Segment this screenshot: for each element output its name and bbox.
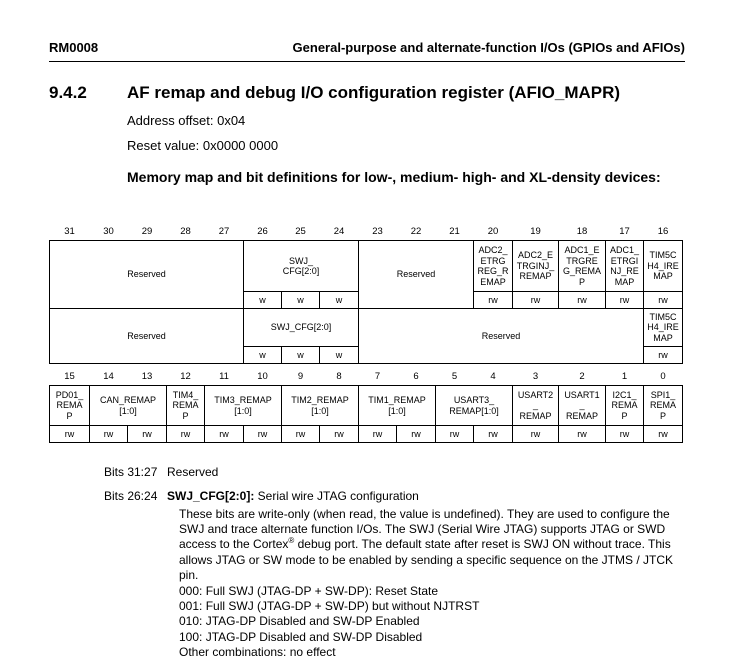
access-cell: rw — [559, 292, 606, 309]
adc1-etrgreg-remap-field: ADC1_E TRGRE G_REMA P — [559, 241, 606, 292]
bit-number: 15 — [64, 370, 75, 382]
tim2-remap-field: TIM2_REMAP [1:0] — [282, 386, 359, 426]
reset-value: Reset value: 0x0000 0000 — [127, 138, 279, 153]
tim5ch4-iremap-field: TIM5C H4_IRE MAP — [644, 241, 683, 292]
reserved-field: Reserved — [50, 309, 244, 364]
tim1-remap-field: TIM1_REMAP [1:0] — [359, 386, 436, 426]
adc2-etrgreg-remap-field: ADC2_ ETRG REG_R EMAP — [474, 241, 513, 292]
access-cell: rw — [513, 292, 559, 309]
access-cell: rw — [644, 292, 683, 309]
usart2-remap-field: USART2 _ REMAP — [513, 386, 559, 426]
doc-id: RM0008 — [49, 40, 99, 55]
access-cell: w — [282, 347, 320, 364]
swj-cfg-option: 001: Full SWJ (JTAG-DP + SW-DP) but without NJTRST — [179, 599, 480, 614]
access-cell: rw — [397, 426, 436, 443]
bit-number: 7 — [374, 370, 381, 382]
memory-map-subtitle: Memory map and bit definitions for low-, medium- high- and XL-density devices: — [127, 169, 661, 185]
i2c1-remap-field: I2C1_ REMA P — [606, 386, 644, 426]
section-number: 9.4.2 — [49, 83, 87, 102]
access-cell: w — [320, 347, 359, 364]
para-text: These bits are write-only (when read, the value is undefined). They are used to configure the SWJ and trace alternate function I/Os. The SWJ (Serial Wire JTAG) supports JTAG or SWD access to the Cortex — [179, 507, 670, 552]
swj-cfg-option: 010: JTAG-DP Disabled and SW-DP Enabled — [179, 614, 420, 629]
bit-number: 24 — [333, 225, 345, 237]
bit-number: 4 — [490, 370, 496, 382]
bits-31-27-desc: Reserved — [167, 465, 219, 479]
bit-number: 27 — [218, 225, 230, 237]
swj-cfg-description — [179, 507, 689, 660]
para-text: debug port. The default state after reset is SWJ ON without trace. This allows JTAG or SW mode to be enabled by sending a specific sequence on the JTMS / JTCK pin. — [179, 537, 674, 582]
bit-number: 3 — [532, 370, 539, 382]
access-cell: rw — [513, 426, 559, 443]
bit-number: 8 — [336, 370, 342, 382]
spi1-remap-field: SPI1_ REMA P — [644, 386, 683, 426]
access-cell: w — [244, 292, 282, 309]
bit-number: 18 — [576, 225, 588, 237]
access-cell: rw — [320, 426, 359, 443]
bit-number: 17 — [619, 225, 630, 237]
access-cell: rw — [644, 347, 683, 364]
swj-cfg-field: SWJ_CFG[2:0] — [244, 309, 359, 347]
bit-number: 19 — [530, 225, 541, 237]
access-cell: w — [244, 347, 282, 364]
bits-31-27-label: Bits 31:27 — [104, 465, 158, 479]
access-cell: w — [282, 292, 320, 309]
bit-number: 9 — [297, 370, 304, 382]
bit-number: 10 — [257, 370, 268, 382]
bit-number: 12 — [180, 370, 191, 382]
section-title: AF remap and debug I/O configuration register (AFIO_MAPR) — [127, 83, 621, 102]
access-cell: rw — [90, 426, 128, 443]
reserved-field: Reserved — [50, 241, 244, 309]
usart3-remap-field: USART3_ REMAP[1:0] — [436, 386, 513, 426]
access-cell: rw — [606, 426, 644, 443]
access-cell: rw — [205, 426, 244, 443]
swj-cfg-name: SWJ_CFG[2:0]: — [167, 489, 255, 503]
access-cell: rw — [436, 426, 474, 443]
header-rule — [49, 61, 685, 62]
bit-number: 29 — [141, 225, 153, 237]
usart1-remap-field: USART1 _ REMAP — [559, 386, 606, 426]
bits-26-24-heading — [167, 489, 419, 503]
bit-number: 2 — [579, 370, 585, 382]
adc2-etrginj-remap-field: ADC2_E TRGINJ_ REMAP — [513, 241, 559, 292]
access-cell: w — [320, 292, 359, 309]
bit-number: 0 — [660, 370, 666, 382]
bit-number: 11 — [219, 370, 229, 382]
pd01-remap-field: PD01_ REMA P — [50, 386, 90, 426]
access-cell: rw — [244, 426, 282, 443]
swj-cfg-title: Serial wire JTAG configuration — [254, 489, 419, 503]
access-cell: rw — [282, 426, 320, 443]
reserved-field: Reserved — [359, 241, 474, 309]
register-table-lower — [49, 369, 683, 443]
bit-number: 31 — [64, 225, 75, 237]
access-cell: rw — [167, 426, 205, 443]
bit-number: 20 — [487, 225, 499, 237]
bit-number: 25 — [295, 225, 306, 237]
access-cell: rw — [559, 426, 606, 443]
bit-number: 22 — [410, 225, 422, 237]
swj-cfg-option: 100: JTAG-DP Disabled and SW-DP Disabled — [179, 629, 423, 644]
bit-number: 13 — [141, 370, 153, 382]
access-cell: rw — [359, 426, 397, 443]
access-cell: rw — [644, 426, 683, 443]
access-cell: rw — [474, 292, 513, 309]
bit-number: 26 — [257, 225, 268, 237]
bit-number: 23 — [372, 225, 383, 237]
bits-26-24-label: Bits 26:24 — [104, 489, 158, 503]
bit-number: 6 — [413, 370, 419, 382]
access-cell: rw — [50, 426, 90, 443]
bit-number: 21 — [449, 225, 460, 237]
access-cell: rw — [128, 426, 167, 443]
swj-cfg-paragraph — [179, 507, 689, 583]
address-offset: Address offset: 0x04 — [127, 113, 246, 128]
registered-mark: ® — [288, 536, 295, 546]
tim3-remap-field: TIM3_REMAP [1:0] — [205, 386, 282, 426]
swj-cfg-option: Other combinations: no effect — [179, 644, 336, 659]
swj-cfg-option: 000: Full SWJ (JTAG-DP + SW-DP): Reset State — [179, 584, 439, 599]
bit-number: 14 — [103, 370, 114, 382]
bit-number-row — [50, 369, 683, 386]
access-row — [50, 426, 683, 443]
bit-number-row — [50, 224, 683, 241]
chapter-title: General-purpose and alternate-function I/Os (GPIOs and AFIOs) — [292, 40, 685, 55]
swj-cfg-field: SWJ_ CFG[2:0] — [244, 241, 359, 292]
can-remap-field: CAN_REMAP [1:0] — [90, 386, 167, 426]
bit-number: 5 — [451, 370, 458, 382]
bit-number: 30 — [103, 225, 114, 237]
adc1-etrginj-remap-field: ADC1_ ETRGI NJ_RE MAP — [606, 241, 644, 292]
bit-number: 28 — [180, 225, 191, 237]
access-cell: rw — [606, 292, 644, 309]
bit-number: 1 — [621, 370, 628, 382]
access-cell: rw — [474, 426, 513, 443]
register-table-upper — [49, 224, 683, 364]
tim5ch4-iremap-field: TIM5C H4_IRE MAP — [644, 309, 683, 347]
bit-number: 16 — [657, 225, 669, 237]
tim4-remap-field: TIM4_ REMA P — [167, 386, 205, 426]
reserved-field: Reserved — [359, 309, 644, 364]
